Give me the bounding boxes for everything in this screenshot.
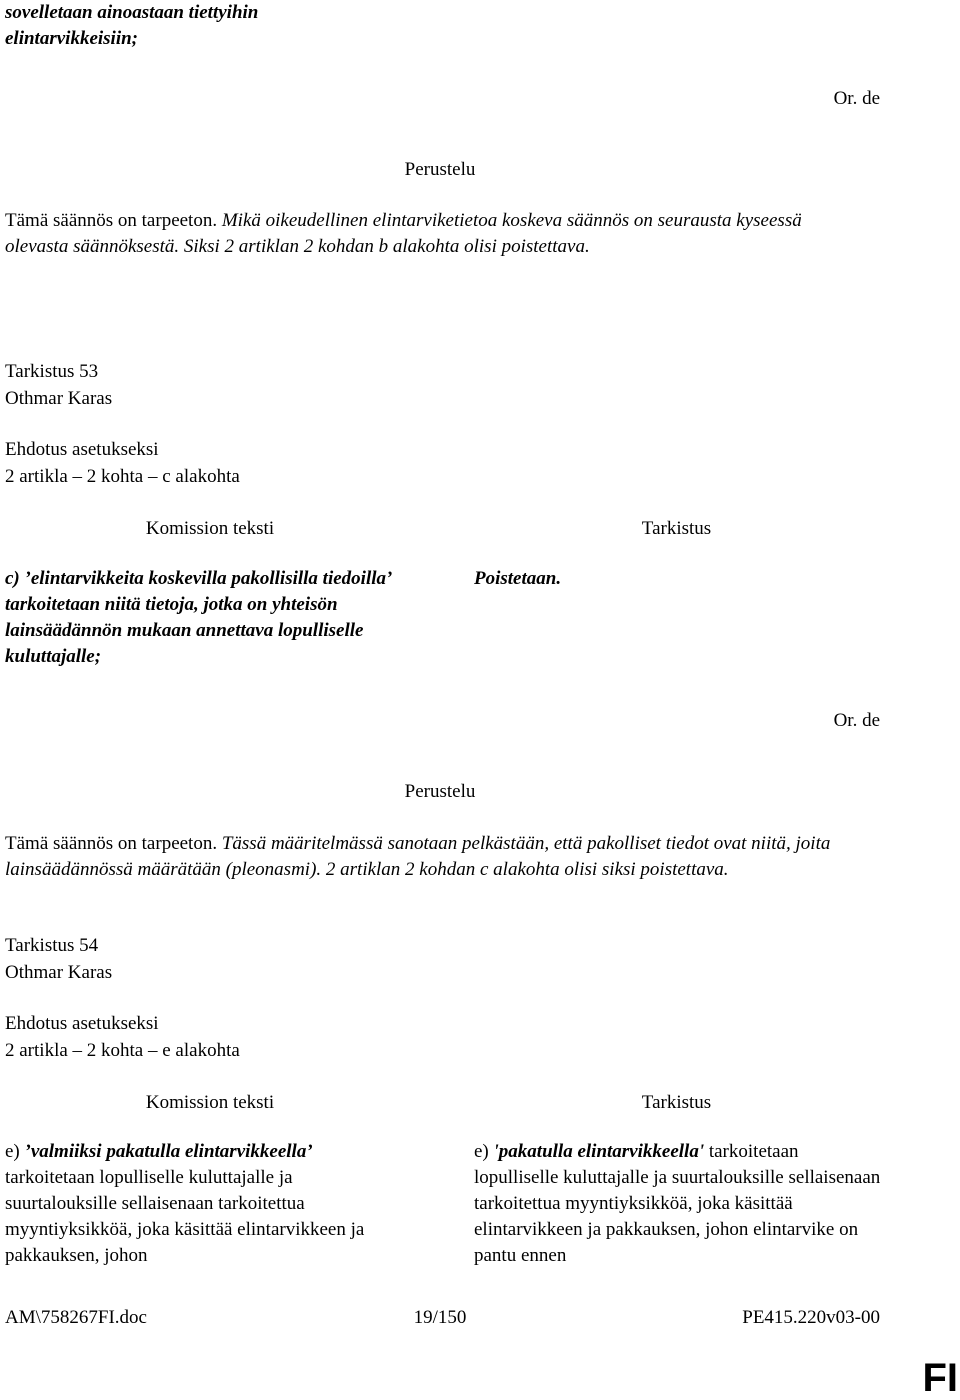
intro-line-1: sovelletaan ainoastaan tiettyihin [5, 2, 259, 23]
footer-page-number: 19/150 [413, 1307, 467, 1328]
justification-italic: Tässä määritelmässä sanotaan pelkästään, että pakolliset tiedot ovat niitä, joita lainsäädännössä määrätään (pleonasmi). 2 artiklan 2 kohdan c alakohta olisi siksi poistettava. [5, 833, 831, 880]
justification-italic: Mikä oikeudellinen elintarviketietoa koskeva säännös on seurausta kyseessä olevasta säännöksestä. Siksi 2 artiklan 2 kohdan b alakohta olisi poistettava. [5, 210, 802, 257]
proposal-label: Ehdotus asetukseksi [5, 439, 159, 460]
justification-heading: Perustelu [404, 781, 476, 802]
amendment-text-cell: Poistetaan. [474, 568, 562, 589]
intro-text [5, 0, 425, 52]
amendment-text-cell [474, 1139, 884, 1269]
justification-text [5, 208, 835, 260]
justification-heading: Perustelu [404, 159, 476, 180]
proposal-label: Ehdotus asetukseksi [5, 1013, 159, 1034]
amendment-title: Tarkistus 53 [5, 361, 99, 382]
cell-prefix: e) [5, 1141, 25, 1162]
footer-pe-ref: PE415.220v03-00 [742, 1307, 880, 1328]
cell-prefix: e) [474, 1141, 494, 1162]
amendment-title: Tarkistus 54 [5, 935, 99, 956]
footer-doc-ref: AM\758267FI.doc [5, 1307, 147, 1328]
amendment-author: Othmar Karas [5, 388, 113, 409]
commission-text-header: Komission teksti [145, 518, 275, 539]
commission-text-header: Komission teksti [145, 1092, 275, 1113]
justification-plain: Tämä säännös on tarpeeton. [5, 833, 218, 854]
original-language-label: Or. de [833, 710, 880, 731]
original-language-label: Or. de [833, 88, 880, 109]
commission-text-cell: c) ’elintarvikkeita koskevilla pakollisilla tiedoilla’ tarkoitetaan niitä tietoja, jotka on yhteisön lainsäädännön mukaan annettava lopulliselle kuluttajalle; [5, 568, 391, 667]
justification-text [5, 831, 885, 883]
commission-text-cell [5, 1139, 395, 1269]
cell-emphasis: 'pakatulla elintarvikkeella' [493, 1141, 705, 1162]
amendment-header: Tarkistus [641, 518, 712, 539]
footer-language-code: FI [922, 1356, 958, 1400]
cell-emphasis: ’valmiiksi pakatulla elintarvikkeella’ [24, 1141, 313, 1162]
cell-rest: tarkoitetaan lopulliselle kuluttajalle ja suurtalouksille sellaisenaan tarkoitettua myyntiyksikköä, joka käsittää elintarvikkeen ja pakkauksen, johon [5, 1167, 365, 1266]
article-reference: 2 artikla – 2 kohta – c alakohta [5, 466, 240, 487]
intro-line-2: elintarvikkeisiin; [5, 28, 138, 49]
justification-plain: Tämä säännös on tarpeeton. [5, 210, 218, 231]
amendment-header: Tarkistus [641, 1092, 712, 1113]
amendment-author: Othmar Karas [5, 962, 113, 983]
article-reference: 2 artikla – 2 kohta – e alakohta [5, 1040, 240, 1061]
cell-rest: tarkoitetaan lopulliselle kuluttajalle ja suurtalouksille sellaisenaan tarkoitettua myyntiyksikköä, joka käsittää elintarvikkeen ja pakkauksen, johon elintarvike on pantu ennen [474, 1141, 881, 1266]
